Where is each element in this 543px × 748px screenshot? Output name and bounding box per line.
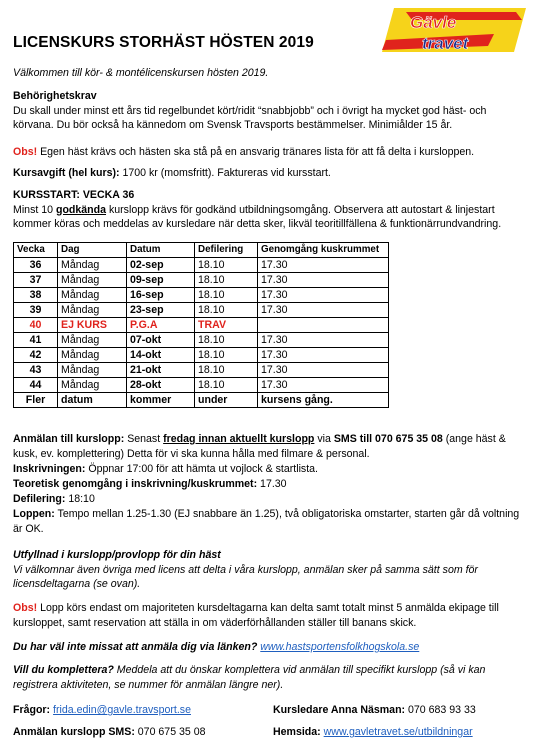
cell-datum: 28-okt xyxy=(127,378,195,393)
defilering-text: 18:10 xyxy=(65,493,95,505)
anmalan-label: Anmälan till kurslopp: xyxy=(13,433,125,445)
obs-label: Obs! xyxy=(13,146,38,158)
kursstart-section xyxy=(13,188,525,232)
schedule-row xyxy=(14,318,389,333)
cell-dag: Måndag xyxy=(58,273,127,288)
utfyllnad-section xyxy=(13,548,525,592)
behorighet-section xyxy=(13,89,525,133)
utfyllnad-heading: Utfyllnad i kurslopp/provlopp för din häst xyxy=(13,549,221,561)
komplettera-section xyxy=(13,663,525,692)
behorighet-text: Du skall under minst ett års tid regelbundet kört/ridit “snabbjobb” och i övrigt ha mycket god häst- och körvana. Du bör också ha kännedom om Svensk Travsports bestämmelser. Minimiålder 15 år. xyxy=(13,104,487,131)
cell-defilering: 18.10 xyxy=(195,288,258,303)
kursavgift xyxy=(13,166,525,181)
cell-defilering: 18.10 xyxy=(195,273,258,288)
cell-defilering: 18.10 xyxy=(195,333,258,348)
cell-genomgang: 17.30 xyxy=(258,333,389,348)
cell-vecka: Fler xyxy=(14,393,58,408)
cell-defilering: under xyxy=(195,393,258,408)
schedule-row xyxy=(14,303,389,318)
cell-datum: 21-okt xyxy=(127,363,195,378)
hemsida-label: Hemsida: xyxy=(273,726,321,738)
cell-defilering: 18.10 xyxy=(195,303,258,318)
cell-dag: Måndag xyxy=(58,333,127,348)
hemsida-link[interactable]: www.gavletravet.se/utbildningar xyxy=(323,726,473,738)
kursledare-label: Kursledare Anna Näsman: xyxy=(273,704,406,716)
gavle-travet-logo xyxy=(376,6,532,56)
col-header-defilering: Defilering xyxy=(195,243,258,258)
loppen-text: Tempo mellan 1.25-1.30 (EJ snabbare än 1.25), två obligatoriska omstarter, starten går då voltning är OK. xyxy=(13,508,520,535)
cell-vecka: 39 xyxy=(14,303,58,318)
col-header-vecka: Vecka xyxy=(14,243,58,258)
cell-datum: 14-okt xyxy=(127,348,195,363)
obs2-label: Obs! xyxy=(13,602,38,614)
hemsida xyxy=(273,726,473,738)
obs2-text: Lopp körs endast om majoriteten kursdeltagarna kan delta samt totalt minst 5 anmälda ekipage till kursloppet, samt reservation att ställa in om väderförhållanden ställer till banans skick. xyxy=(13,602,499,629)
glomt-text: Du har väl inte missat att anmäla dig via länken? xyxy=(13,641,261,653)
teoretisk xyxy=(13,477,525,492)
cell-vecka: 37 xyxy=(14,273,58,288)
obs-text: Egen häst krävs och hästen ska stå på en ansvarig tränares lista för att få delta i kursloppen. xyxy=(37,146,475,158)
cell-vecka: 36 xyxy=(14,258,58,273)
anmalan-sms: SMS till 070 675 35 08 xyxy=(333,433,443,445)
logo-text-bottom: travet xyxy=(422,34,469,53)
komplettera-label: Vill du komplettera? xyxy=(13,664,114,676)
inskrivning-label: Inskrivningen: xyxy=(13,463,86,475)
schedule-row xyxy=(14,348,389,363)
anmalan-deadline: fredag innan aktuellt kurslopp xyxy=(163,433,315,445)
cell-dag: Måndag xyxy=(58,378,127,393)
kursavgift-label: Kursavgift (hel kurs): xyxy=(13,167,120,179)
cell-datum: 07-okt xyxy=(127,333,195,348)
cell-genomgang: 17.30 xyxy=(258,378,389,393)
fragor xyxy=(13,704,191,716)
cell-defilering: 18.10 xyxy=(195,378,258,393)
cell-datum: 23-sep xyxy=(127,303,195,318)
loppen-label: Loppen: xyxy=(13,508,55,520)
cell-defilering: TRAV xyxy=(195,318,258,333)
cell-dag: Måndag xyxy=(58,288,127,303)
obs-lopp xyxy=(13,601,525,630)
cell-genomgang: 17.30 xyxy=(258,348,389,363)
cell-dag: Måndag xyxy=(58,303,127,318)
cell-vecka: 44 xyxy=(14,378,58,393)
cell-vecka: 41 xyxy=(14,333,58,348)
defilering-tid xyxy=(13,492,525,507)
cell-genomgang: 17.30 xyxy=(258,273,389,288)
cell-genomgang: kursens gång. xyxy=(258,393,389,408)
schedule-header-row xyxy=(14,243,389,258)
inskrivning-text: Öppnar 17:00 för att hämta ut vojlock & startlista. xyxy=(85,463,318,475)
cell-genomgang xyxy=(258,318,389,333)
kursavgift-text: 1700 kr (momsfritt). Faktureras vid kursstart. xyxy=(119,167,331,179)
welcome-text: Välkommen till kör- & montélicenskursen hösten 2019. xyxy=(13,67,269,79)
sms-number: 070 675 35 08 xyxy=(134,726,206,738)
anmalan-sms-footer xyxy=(13,726,206,738)
kursstart-godkanda: godkända xyxy=(55,203,107,216)
cell-dag: EJ KURS xyxy=(58,318,127,333)
cell-datum: 02-sep xyxy=(127,258,195,273)
cell-datum: kommer xyxy=(127,393,195,408)
schedule-row xyxy=(14,273,389,288)
schedule-row xyxy=(14,393,389,408)
cell-datum: 16-sep xyxy=(127,288,195,303)
schedule-row xyxy=(14,333,389,348)
teoretisk-label: Teoretisk genomgång i inskrivning/kuskrummet: xyxy=(13,478,258,490)
cell-dag: Måndag xyxy=(58,258,127,273)
cell-dag: datum xyxy=(58,393,127,408)
folkhogskola-link[interactable]: www.hastsportensfolkhogskola.se xyxy=(260,641,420,653)
page-title: LICENSKURS STORHÄST HÖSTEN 2019 xyxy=(13,34,314,51)
anmalan-section xyxy=(13,432,525,461)
cell-datum: 09-sep xyxy=(127,273,195,288)
obs-egen-hast xyxy=(13,145,525,160)
kursstart-text-b: kurslopp krävs för godkänd utbildningsomgång. Observera att autostart & linjestart kommer köras och meddelas av kursledare när detta sker, likväl teoritillfällena & funktionärrundvandring. xyxy=(13,203,502,230)
fragor-label: Frågor: xyxy=(13,704,51,716)
anmalan-t5: (ange häst & kusk, ev. komplettering) Detta för vi ska kunna hålla med filmare & personal. xyxy=(13,433,506,460)
schedule-row xyxy=(14,378,389,393)
schedule-table xyxy=(13,242,389,408)
cell-defilering: 18.10 xyxy=(195,363,258,378)
schedule-row xyxy=(14,363,389,378)
cell-genomgang: 17.30 xyxy=(258,258,389,273)
col-header-dag: Dag xyxy=(58,243,127,258)
cell-defilering: 18.10 xyxy=(195,348,258,363)
glomt-anmala xyxy=(13,640,525,655)
kursstart-heading: KURSSTART: VECKA 36 xyxy=(13,189,135,201)
cell-datum: P.G.A xyxy=(127,318,195,333)
cell-vecka: 40 xyxy=(14,318,58,333)
logo-text-top: Gävle xyxy=(410,13,457,32)
teoretisk-text: 17.30 xyxy=(257,478,287,490)
behorighet-heading: Behörighetskrav xyxy=(13,90,97,102)
anmalan-t1: Senast xyxy=(124,433,164,445)
komplettera-text: Meddela att du önskar komplettera vid anmälan till specifikt kurslopp (så vi kan registrera aktiviteten, se nummer för anmälan längre ner). xyxy=(13,664,486,691)
cell-genomgang: 17.30 xyxy=(258,303,389,318)
sms-label: Anmälan kurslopp SMS: xyxy=(13,726,135,738)
cell-vecka: 38 xyxy=(14,288,58,303)
schedule-row xyxy=(14,288,389,303)
cell-dag: Måndag xyxy=(58,348,127,363)
col-header-datum: Datum xyxy=(127,243,195,258)
col-header-genomgang: Genomgång kuskrummet xyxy=(258,243,389,258)
anmalan-t3: via xyxy=(314,433,334,445)
cell-dag: Måndag xyxy=(58,363,127,378)
schedule-row xyxy=(14,258,389,273)
cell-vecka: 42 xyxy=(14,348,58,363)
defilering-label: Defilering: xyxy=(13,493,66,505)
cell-defilering: 18.10 xyxy=(195,258,258,273)
inskrivning xyxy=(13,462,525,477)
loppen xyxy=(13,507,525,536)
kursledare-number: 070 683 93 33 xyxy=(405,704,476,716)
kursstart-text-a: Minst 10 xyxy=(13,203,56,216)
kursstart-text xyxy=(13,203,525,232)
utfyllnad-text: Vi välkomnar även övriga med licens att delta i våra kurslopp, anmälan sker på samma sätt som för licensdeltagarna (se ovan). xyxy=(13,563,478,590)
cell-genomgang: 17.30 xyxy=(258,288,389,303)
kursledare xyxy=(273,704,476,716)
cell-genomgang: 17.30 xyxy=(258,363,389,378)
fragor-email-link[interactable]: frida.edin@gavle.travsport.se xyxy=(53,704,191,716)
cell-vecka: 43 xyxy=(14,363,58,378)
